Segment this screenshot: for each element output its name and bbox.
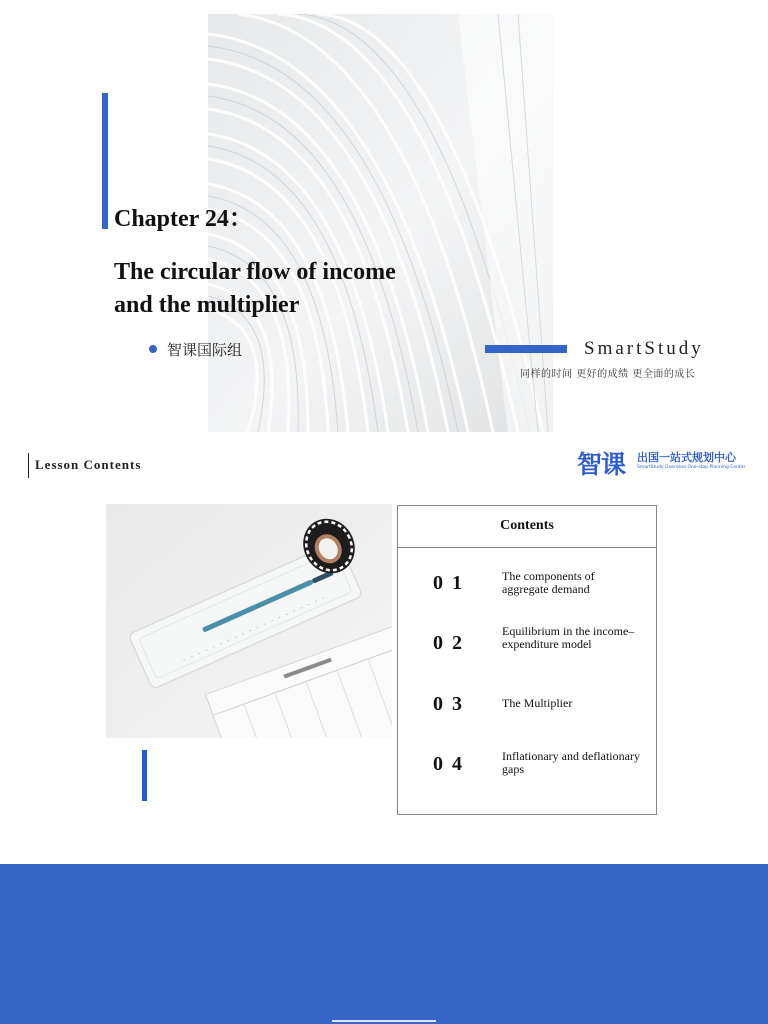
chapter-label: Chapter 24： bbox=[114, 206, 253, 232]
title-slide bbox=[0, 0, 768, 432]
organization-name: 智课国际组 bbox=[167, 341, 243, 359]
brand-name: SmartStudy bbox=[584, 338, 704, 359]
architecture-background-image bbox=[208, 14, 553, 432]
logo-mark: 智课 bbox=[577, 450, 626, 479]
section-rule bbox=[28, 453, 29, 478]
banner-rule bbox=[332, 1020, 436, 1022]
bullet-dot bbox=[149, 345, 157, 353]
accent-bar bbox=[102, 93, 108, 229]
item-number-3: 0 3 bbox=[433, 693, 464, 715]
item-text-2: Equilibrium in the income–expenditure model bbox=[502, 624, 635, 651]
item-text-4: Inflationary and deflationary gaps bbox=[502, 749, 640, 776]
title-line-1: The circular flow of income bbox=[114, 259, 396, 285]
blue-banner-slide bbox=[0, 864, 768, 1024]
contents-heading: Contents bbox=[398, 506, 656, 548]
contents-slide bbox=[0, 432, 768, 864]
contents-table bbox=[397, 505, 657, 815]
item-text-3: The Multiplier bbox=[502, 696, 573, 710]
section-label: Lesson Contents bbox=[35, 457, 142, 472]
brand-accent-bar bbox=[485, 345, 567, 353]
item-number-2: 0 2 bbox=[433, 632, 464, 654]
item-text-1: The components of aggregate demand bbox=[502, 569, 595, 596]
item-number-4: 0 4 bbox=[433, 753, 464, 775]
desk-photo bbox=[106, 504, 392, 738]
item-number-1: 0 1 bbox=[433, 572, 464, 594]
brand-slogan: 同样的时间 更好的成绩 更全面的成长 bbox=[520, 369, 696, 380]
logo-chinese-text: 出国一站式规划中心 bbox=[637, 451, 736, 464]
title-line-2: and the multiplier bbox=[114, 292, 300, 318]
accent-bar bbox=[142, 750, 147, 801]
logo-english-text: SmartStudy Overseas One-stop Planning Center bbox=[637, 465, 746, 470]
slide-title bbox=[114, 256, 474, 322]
